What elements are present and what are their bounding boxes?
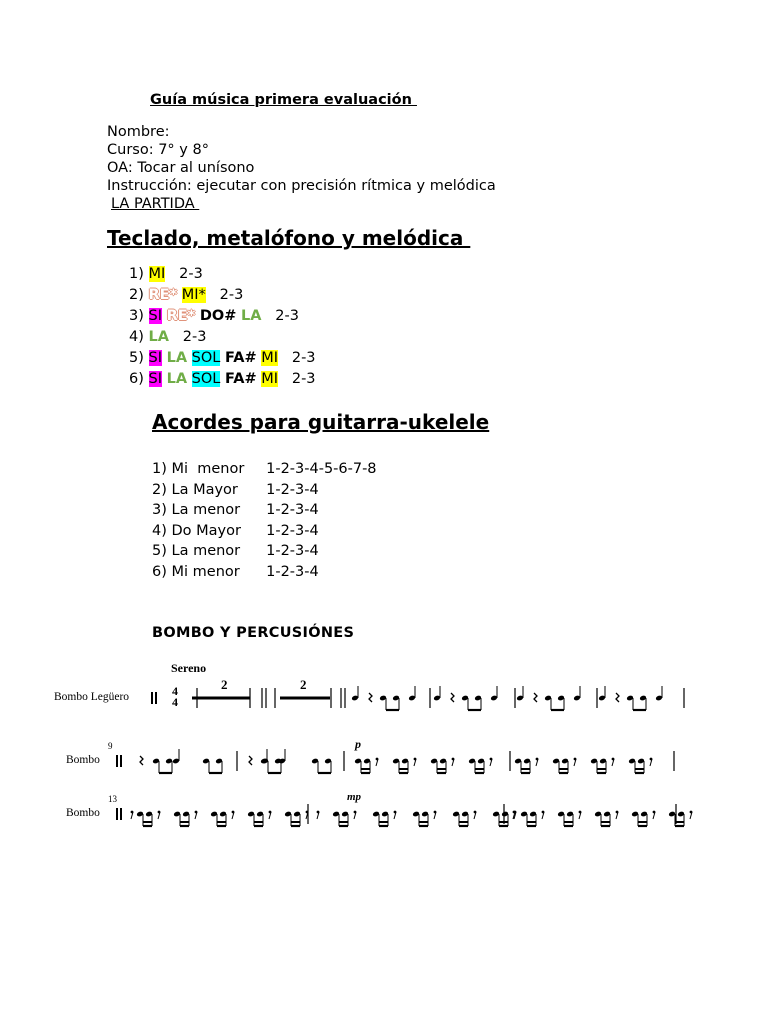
- curso-label: Curso: 7° y 8°: [107, 142, 209, 158]
- chord-name: La menor: [171, 543, 241, 560]
- chord-name: La menor: [171, 502, 241, 519]
- info-block: [107, 123, 496, 213]
- note-name: DO#: [199, 308, 237, 324]
- note-line: [129, 264, 316, 285]
- chord-count: 1-2-3-4: [266, 502, 319, 519]
- instrument-label-2: Bombo: [66, 754, 100, 766]
- quarter-rest: [249, 756, 252, 765]
- measure-number-9: 9: [108, 741, 113, 751]
- note-name: SOL: [191, 350, 221, 366]
- note-line: [129, 369, 316, 390]
- note-line: [129, 285, 316, 306]
- note-line: [129, 327, 316, 348]
- note-count: 2-3: [179, 266, 203, 282]
- oa-label: OA: Tocar al unísono: [107, 160, 255, 176]
- instrument-label-3: Bombo: [66, 807, 100, 819]
- chord-count: 1-2-3-4: [266, 543, 319, 560]
- dynamic-p: p: [355, 737, 361, 751]
- note-name: LA: [240, 308, 262, 324]
- note-name: RE*: [148, 287, 178, 303]
- quarter-rest: [140, 756, 143, 765]
- line-number: 1): [129, 266, 144, 282]
- chord-name: Mi menor: [171, 563, 240, 580]
- chord-name: Mi menor: [171, 461, 245, 477]
- teclado-note-list: [129, 264, 316, 390]
- dynamic-mp: mp: [347, 791, 362, 803]
- chord-list: [152, 459, 377, 583]
- note-name: SI: [148, 350, 162, 366]
- quarter-rest: [616, 693, 619, 702]
- chord-count: 1-2-3-4: [266, 522, 319, 539]
- note-name: MI: [261, 371, 279, 387]
- percusiones-heading: BOMBO Y PERCUSIÓNES: [152, 625, 355, 641]
- line-number: 4): [129, 329, 144, 345]
- instruccion-label: Instrucción: ejecutar con precisión rítmica y melódica: [107, 178, 496, 194]
- chord-number: 4): [152, 522, 167, 539]
- quarter-rest: [451, 693, 454, 702]
- chord-number: 5): [152, 543, 167, 560]
- time-signature-bottom: 4: [172, 695, 178, 709]
- chord-number: 2): [152, 481, 167, 498]
- chord-item: [152, 459, 377, 480]
- note-count: 2-3: [291, 371, 316, 387]
- chord-number: 3): [152, 502, 167, 519]
- note-name: MI: [261, 350, 279, 366]
- note-count: 2-3: [275, 308, 299, 324]
- note-name: LA: [166, 350, 188, 366]
- note-name: FA#: [224, 350, 257, 366]
- note-name: LA: [166, 371, 188, 387]
- line-number: 3): [129, 308, 144, 324]
- time-signature-top: 4: [172, 684, 178, 698]
- chord-number: 1): [152, 461, 167, 477]
- bombo-score: [0, 655, 768, 835]
- chord-item: [152, 521, 377, 542]
- acordes-heading: Acordes para guitarra-ukelele: [152, 410, 490, 434]
- note-name: FA#: [224, 371, 257, 387]
- line-number: 6): [129, 371, 144, 387]
- chord-count: 1-2-3-4: [266, 563, 319, 580]
- note-count: 2-3: [291, 350, 316, 366]
- song-title: LA PARTIDA: [111, 196, 200, 212]
- note-line: [129, 348, 316, 369]
- chord-item: [152, 500, 377, 521]
- note-name: SI: [148, 308, 162, 324]
- nombre-label: Nombre:: [107, 124, 170, 140]
- multirest-number-1: 2: [221, 677, 228, 692]
- teclado-heading: Teclado, metalófono y melódica: [107, 226, 471, 250]
- line-number: 2): [129, 287, 144, 303]
- chord-number: 6): [152, 563, 167, 580]
- quarter-rest: [369, 693, 372, 702]
- note-name: MI*: [181, 287, 206, 303]
- note-count: 2-3: [182, 329, 207, 345]
- note-name: SOL: [191, 371, 221, 387]
- multirest-number-2: 2: [300, 677, 307, 692]
- note-name: LA: [148, 329, 169, 345]
- chord-item: [152, 480, 377, 501]
- note-count: 2-3: [219, 287, 244, 303]
- measure-number-13: 13: [108, 794, 117, 804]
- note-name: SI: [148, 371, 162, 387]
- document-title: Guía música primera evaluación: [150, 92, 417, 108]
- note-line: [129, 306, 316, 327]
- note-name: MI: [148, 266, 166, 282]
- chord-count: 1-2-3-4: [266, 481, 319, 498]
- chord-name: La Mayor: [171, 481, 238, 498]
- chord-count: 1-2-3-4-5-6-7-8: [266, 461, 377, 477]
- quarter-rest: [534, 693, 537, 702]
- instrument-label-1: Bombo Legüero: [54, 691, 130, 703]
- line-number: 5): [129, 350, 144, 366]
- tempo-marking: Sereno: [171, 661, 207, 675]
- chord-item: [152, 541, 377, 562]
- chord-name: Do Mayor: [171, 522, 241, 539]
- chord-item: [152, 562, 377, 583]
- note-name: RE*: [166, 308, 196, 324]
